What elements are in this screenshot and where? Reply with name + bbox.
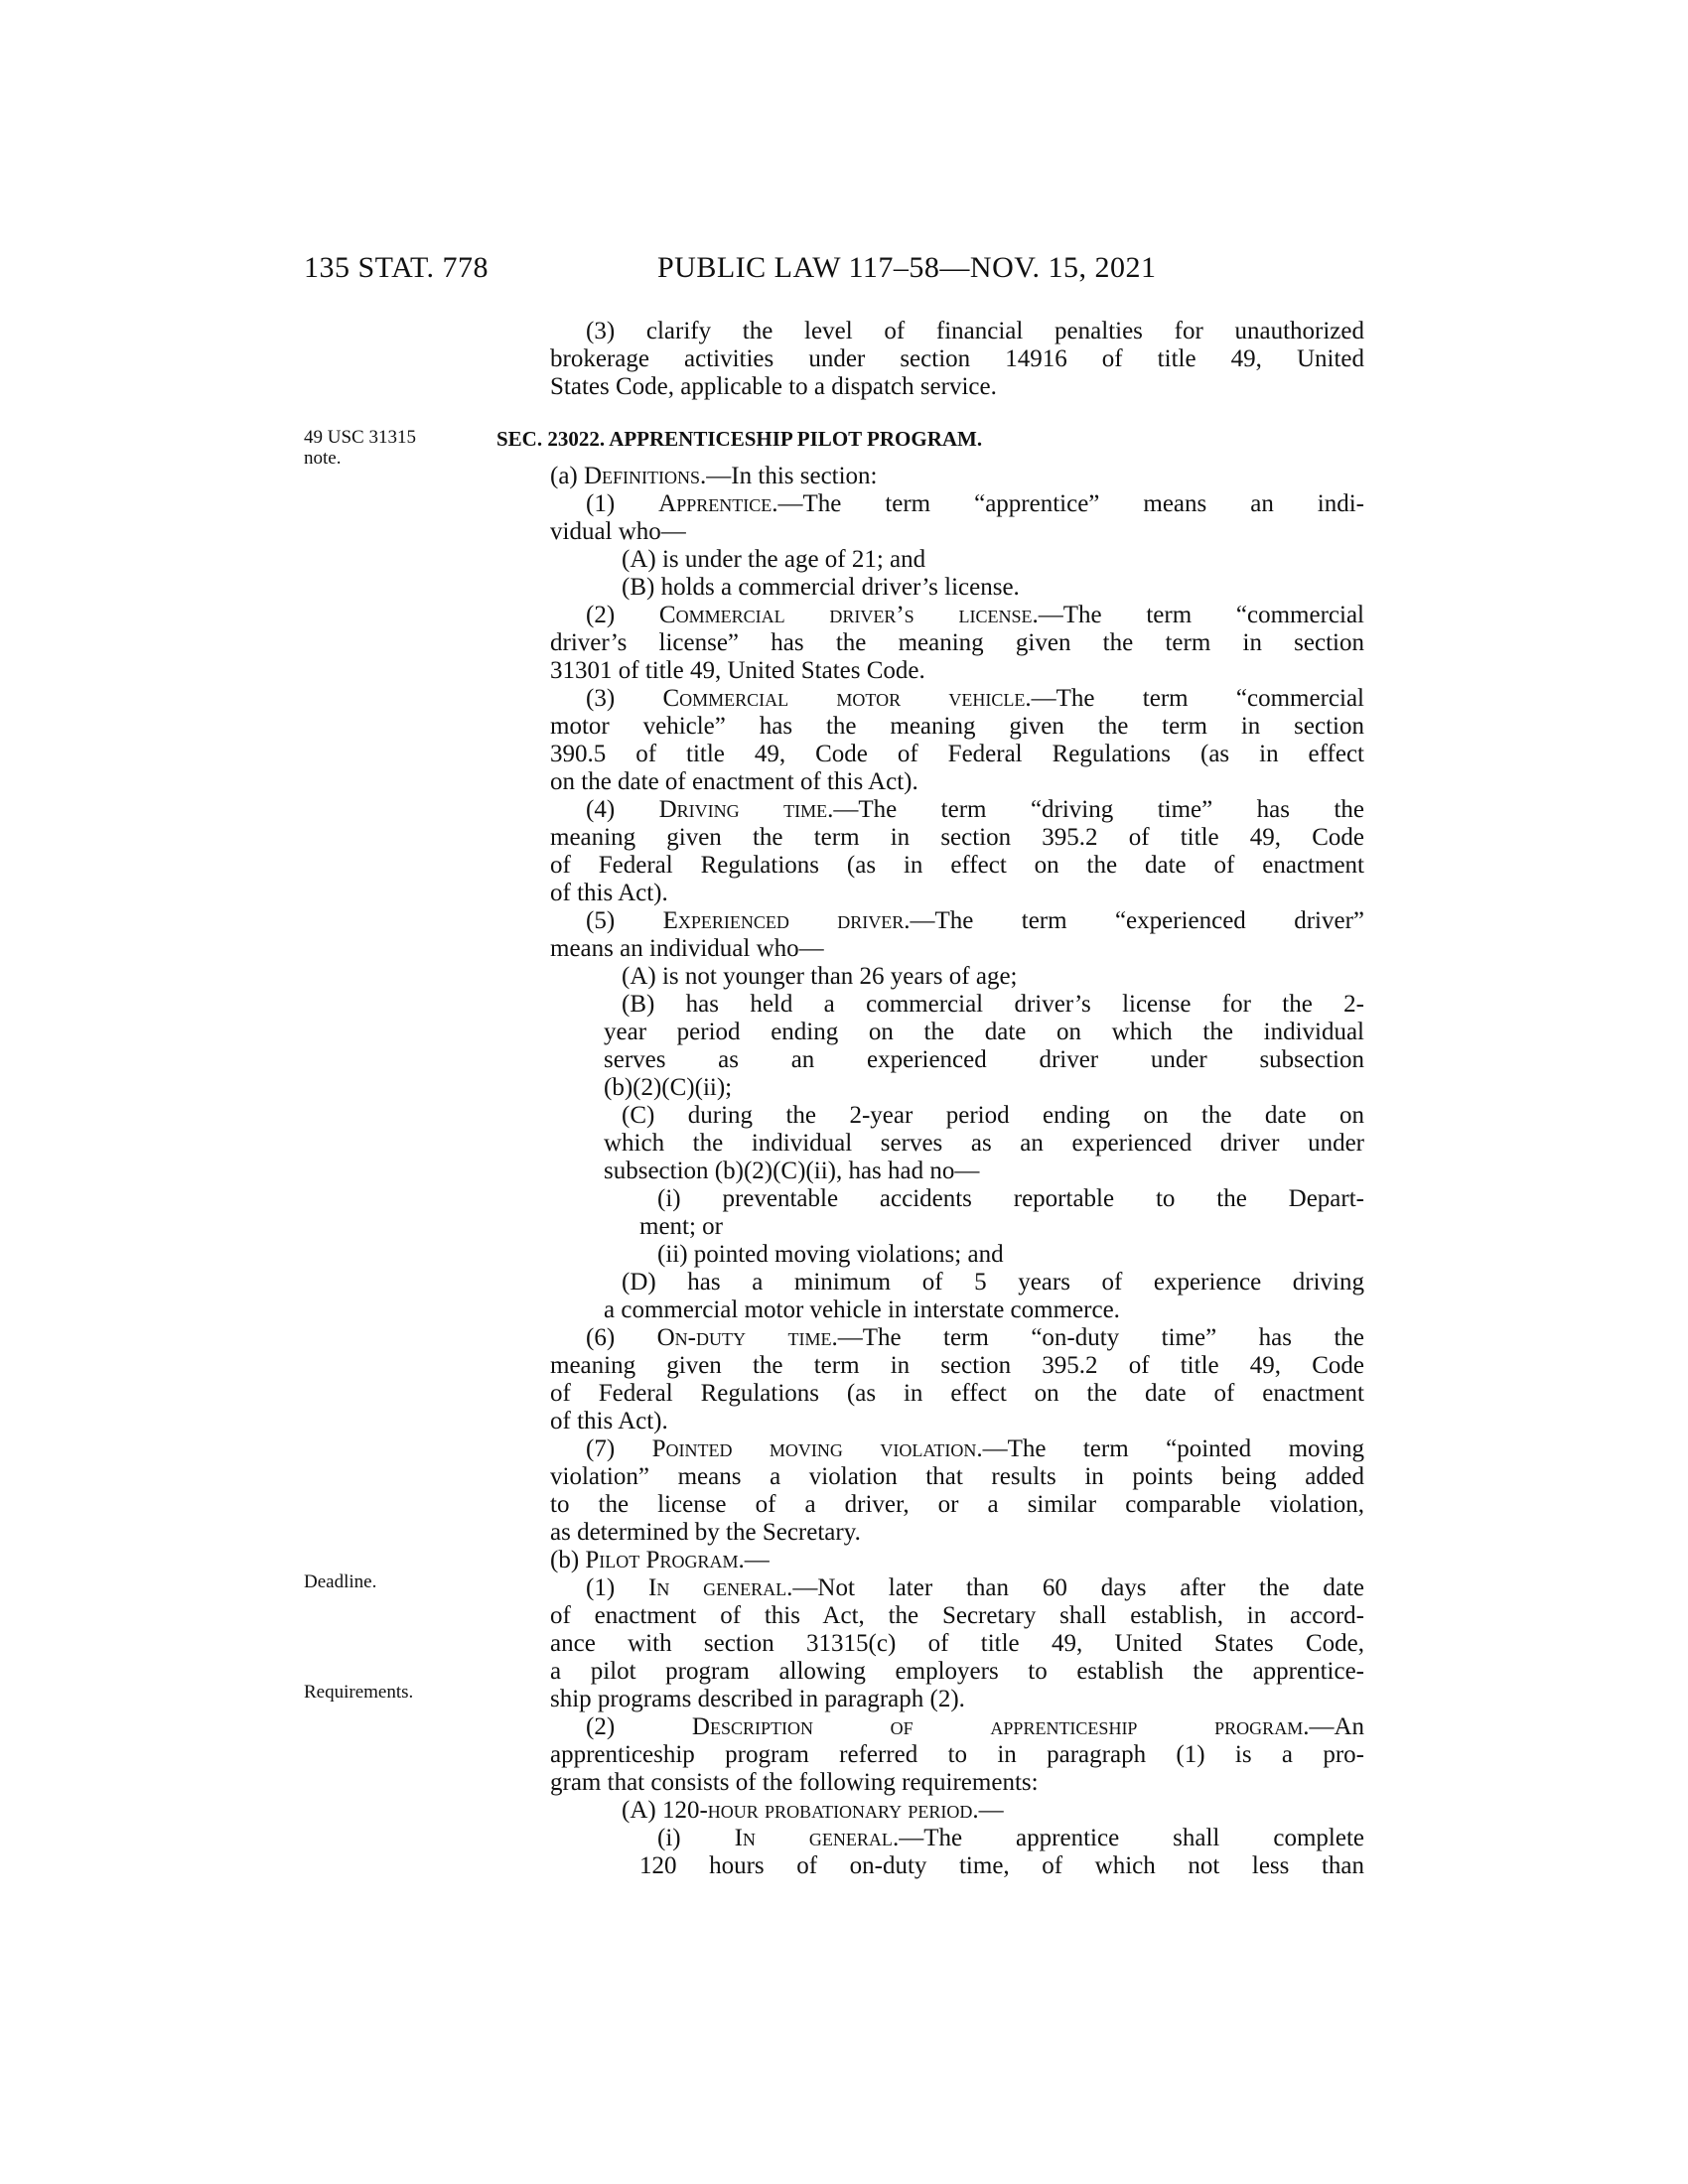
clause-b2Ai: (i) In general.—The apprentice shall complete — [657, 1825, 1365, 1851]
text-line: (D) has a minimum of 5 years of experience driving — [622, 1269, 1364, 1296]
text-line: a pilot program allowing employers to establish the apprentice- — [550, 1658, 1364, 1685]
text-line: which the individual serves as an experienced driver under — [604, 1130, 1364, 1157]
text-line: meaning given the term in section 395.2 of title 49, Code — [550, 1352, 1364, 1379]
text-line: (B) has held a commercial driver’s license for the 2- — [622, 991, 1364, 1018]
margin-note-deadline: Deadline. — [304, 1571, 377, 1592]
text-line: (C) during the 2-year period ending on the date on — [622, 1102, 1364, 1129]
text-line: States Code, applicable to a dispatch service. — [550, 373, 997, 400]
text-line: as determined by the Secretary. — [550, 1519, 861, 1546]
text-line: 120 hours of on-duty time, of which not less than — [639, 1852, 1364, 1879]
text-line: apprenticeship program referred to in paragraph (1) is a pro- — [550, 1741, 1364, 1768]
definition-5: (5) Experienced driver.—The term “experienced driver” — [586, 907, 1364, 934]
text-line: meaning given the term in section 395.2 of title 49, Code — [550, 824, 1364, 851]
definition-7: (7) Pointed moving violation.—The term “pointed moving — [586, 1435, 1365, 1462]
definition-2: (2) Commercial driver’s license.—The term “commercial — [586, 602, 1364, 628]
text-line: serves as an experienced driver under subsection — [604, 1046, 1364, 1073]
text-line: violation” means a violation that results in points being added — [550, 1463, 1364, 1490]
text-line: ance with section 31315(c) of title 49, United States Code, — [550, 1630, 1364, 1657]
text-line: gram that consists of the following requirements: — [550, 1769, 1039, 1796]
text-line: 390.5 of title 49, Code of Federal Regulations (as in effect — [550, 741, 1364, 767]
text-line: ment; or — [639, 1213, 724, 1240]
text-line: driver’s license” has the meaning given the term in section — [550, 629, 1364, 656]
paragraph-b1: (1) In general.—Not later than 60 days after the date — [586, 1574, 1365, 1601]
text-line: subsection (b)(2)(C)(ii), has had no— — [604, 1158, 980, 1184]
text-line: (b)(2)(C)(ii); — [604, 1074, 733, 1101]
text-line: ship programs described in paragraph (2). — [550, 1686, 965, 1712]
text-line: year period ending on the date on which the individual — [604, 1019, 1364, 1045]
text-line: (ii) pointed moving violations; and — [657, 1241, 1004, 1268]
text-line: (3) clarify the level of financial penalties for unauthorized — [586, 318, 1364, 344]
text-line: of enactment of this Act, the Secretary shall establish, in accord- — [550, 1602, 1364, 1629]
text-line: vidual who— — [550, 518, 686, 545]
text-line: brokerage activities under section 14916 of title 49, United — [550, 345, 1364, 372]
text-line: on the date of enactment of this Act). — [550, 768, 918, 795]
margin-note-citation — [304, 427, 416, 469]
text-line: (B) holds a commercial driver’s license. — [622, 574, 1020, 601]
text-line: (A) is under the age of 21; and — [622, 546, 926, 573]
margin-note-requirements: Requirements. — [304, 1682, 414, 1703]
definition-3: (3) Commercial motor vehicle.—The term “commercial — [586, 685, 1364, 712]
text-line: of Federal Regulations (as in effect on the date of enactment — [550, 852, 1364, 879]
definition-1: (1) Apprentice.—The term “apprentice” means an indi- — [586, 490, 1365, 517]
margin-note-citation-line2: note. — [304, 448, 342, 469]
text-line: motor vehicle” has the meaning given the term in section — [550, 713, 1364, 740]
text-line: of this Act). — [550, 880, 668, 906]
definition-6: (6) On-duty time.—The term “on-duty time” has the — [586, 1324, 1364, 1351]
text-line: (i) preventable accidents reportable to the Depart- — [657, 1185, 1364, 1212]
text-line: to the license of a driver, or a similar comparable violation, — [550, 1491, 1364, 1518]
text-line: (A) is not younger than 26 years of age; — [622, 963, 1018, 990]
stat-page-number: 135 STAT. 778 — [304, 251, 490, 284]
text-line: means an individual who— — [550, 935, 824, 962]
intro-paragraph-3 — [550, 318, 1364, 401]
subsection-b-heading: (b) Pilot Program.— — [550, 1547, 770, 1573]
text-line: 31301 of title 49, United States Code. — [550, 657, 925, 684]
section-heading: SEC. 23022. APPRENTICESHIP PILOT PROGRAM. — [496, 427, 983, 451]
text-line: of this Act). — [550, 1408, 668, 1434]
text-line: of Federal Regulations (as in effect on the date of enactment — [550, 1380, 1364, 1407]
section-body — [550, 463, 1364, 1880]
running-header: PUBLIC LAW 117–58—NOV. 15, 2021 — [657, 251, 1157, 284]
text-line: a commercial motor vehicle in interstate commerce. — [604, 1297, 1120, 1323]
margin-note-citation-line1: 49 USC 31315 — [304, 427, 416, 448]
definition-4: (4) Driving time.—The term “driving time” has the — [586, 796, 1365, 823]
subparagraph-b2A: (A) 120-hour probationary period.— — [622, 1797, 1004, 1824]
subsection-a-heading: (a) Definitions.—In this section: — [550, 463, 878, 489]
paragraph-b2: (2) Description of apprenticeship program.—An — [586, 1713, 1365, 1740]
